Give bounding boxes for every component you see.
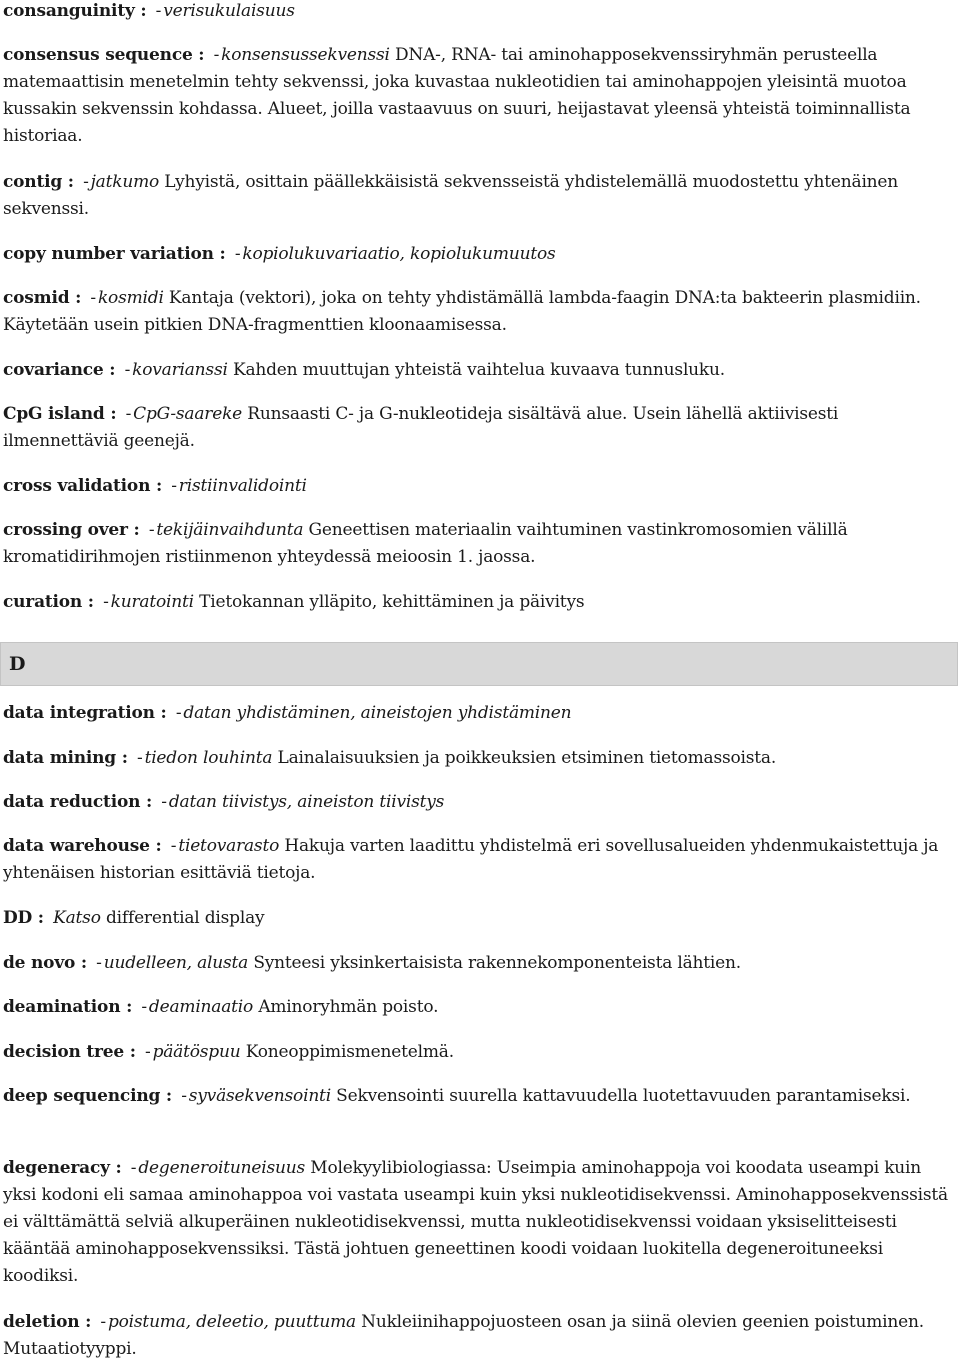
entry-description: Hakuja varten laadittu yhdistelmä eri sovellusalueiden yhdenmukaistettuja ja yhtenäisen historian esittäviä tietoja. <box>3 836 939 883</box>
glossary-entry: contig : - jatkumo Lyhyistä, osittain päällekkäisistä sekvensseistä yhdistelemällä muodostettu yhtenäinen sekvenssi. <box>3 172 899 219</box>
entry-term: covariance : <box>3 360 116 380</box>
entry-description: Runsaasti C- ja G-nukleotideja sisältävä alue. Usein lähellä aktiivisesti ilmennettäviä geenejä. <box>3 404 839 451</box>
entry-term: DD : <box>3 908 44 928</box>
glossary-entry: deamination : - deaminaatio Aminoryhmän poisto. <box>3 997 439 1017</box>
entry-translation: tietovarasto <box>178 836 280 856</box>
entry-term: data integration : <box>3 703 167 723</box>
entry-term: cross validation : <box>3 476 163 496</box>
entry-translation: uudelleen, alusta <box>103 953 249 973</box>
see-also-label: Katso <box>53 908 101 928</box>
glossary-entry: data warehouse : - tietovarasto Hakuja varten laadittu yhdistelmä eri sovellusalueiden yhdenmukaistettuja ja yhtenäisen historian esittäviä tietoja. <box>3 836 939 883</box>
entry-term: consanguinity : <box>3 1 147 21</box>
entry-translation: CpG-saareke <box>133 404 243 424</box>
glossary-entry: covariance : - kovarianssi Kahden muuttujan yhteistä vaihtelua kuvaava tunnusluku. <box>3 360 725 380</box>
glossary-entry: data reduction : - datan tiivistys, aineiston tiivistys <box>3 792 445 812</box>
entry-translation: tiedon louhinta <box>144 748 273 768</box>
entry-term: CpG island : <box>3 404 117 424</box>
entry-translation: kovarianssi <box>132 360 228 380</box>
glossary-entry: data integration : - datan yhdistäminen, aineistojen yhdistäminen <box>3 703 572 723</box>
section-letter: D <box>9 653 26 675</box>
entry-translation: ristiinvalidointi <box>178 476 307 496</box>
entry-translation: jatkumo <box>90 172 160 192</box>
entry-translation: kuratointi <box>110 592 194 612</box>
entry-translation: datan yhdistäminen, aineistojen yhdistäminen <box>183 703 572 723</box>
glossary-entry: data mining : - tiedon louhinta Lainalaisuuksien ja poikkeuksien etsiminen tietomassoista. <box>3 748 777 768</box>
entry-term: data reduction : <box>3 792 153 812</box>
entry-term: decision tree : <box>3 1042 136 1062</box>
entry-term: deamination : <box>3 997 133 1017</box>
glossary-entry: crossing over : - tekijäinvaihdunta Geneettisen materiaalin vaihtuminen vastinkromosomien välillä kromatidirihmojen ristiinmenon yhteydessä meioosin 1. jaossa. <box>3 520 848 567</box>
entry-translation: konsensussekvenssi <box>221 45 390 65</box>
entry-term: crossing over : <box>3 520 140 540</box>
glossary-entry <box>3 905 955 932</box>
entry-term: copy number variation : <box>3 244 226 264</box>
entry-description: Synteesi yksinkertaisista rakennekomponenteista lähtien. <box>253 953 741 973</box>
entry-translation: poistuma, deleetio, puuttuma <box>107 1312 356 1332</box>
glossary-entry: de novo : - uudelleen, alusta Synteesi yksinkertaisista rakennekomponenteista lähtien. <box>3 953 741 973</box>
entry-translation: tekijäinvaihdunta <box>156 520 304 540</box>
glossary-entry: cross validation : - ristiinvalidointi <box>3 476 307 496</box>
entry-translation: syväsekvensointi <box>188 1086 331 1106</box>
entry-translation: datan tiivistys, aineiston tiivistys <box>168 792 445 812</box>
entry-term: deletion : <box>3 1312 92 1332</box>
entry-description: Tietokannan ylläpito, kehittäminen ja päivitys <box>199 592 585 612</box>
entry-translation: kosmidi <box>97 288 164 308</box>
glossary-entry: consensus sequence : - konsensussekvenssi DNA-, RNA- tai aminohapposekvenssiryhmän perusteella matemaattisin menetelmin tehty sekvenssi, joka kuvastaa nukleotidien tai aminohappojen yleisintä muotoa kussakin sekvenssin kohdassa. Alueet, joilla vastaavuus on suuri, heijastavat yleensä yhteistä toiminnallista historiaa. <box>3 45 911 146</box>
entry-description: Geneettisen materiaalin vaihtuminen vastinkromosomien välillä kromatidirihmojen ristiinmenon yhteydessä meioosin 1. jaossa. <box>3 520 848 567</box>
entry-term: data warehouse : <box>3 836 162 856</box>
entry-term: consensus sequence : <box>3 45 205 65</box>
entry-term: degeneracy : <box>3 1158 122 1178</box>
glossary-entry: curation : - kuratointi Tietokannan ylläpito, kehittäminen ja päivitys <box>3 592 585 612</box>
glossary-entry: copy number variation : - kopiolukuvariaatio, kopiolukumuutos <box>3 244 556 264</box>
entry-description: Kantaja (vektori), joka on tehty yhdistämällä lambda-faagin DNA:ta bakteerin plasmidiin. Käytetään usein pitkien DNA-fragmenttien kloonaamisessa. <box>3 288 921 335</box>
entry-term: contig : <box>3 172 74 192</box>
entry-term: de novo : <box>3 953 87 973</box>
section-header-d <box>0 642 958 686</box>
entry-translation: verisukulaisuus <box>163 1 295 21</box>
entry-description: Aminoryhmän poisto. <box>258 997 439 1017</box>
glossary-entry: degeneracy : - degeneroituneisuus Molekyylibiologiassa: Useimpia aminohappoja voi koodata useampi kuin yksi kodoni eli samaa aminohappoa voi vastata useampi kuin yksi nukleotidisekvenssi. Aminohapposekvenssistä ei välttämättä selviä alkuperäinen nukleotidisekvenssi, mutta nukleotidisekvenssi voidaan yksiselitteisesti kääntää aminohapposekvenssiksi. Tästä johtuen geneettinen koodi voidaan luokitella degeneroituneeksi koodiksi. <box>3 1158 948 1286</box>
glossary-entry: deletion : - poistuma, deleetio, puuttuma Nukleiinihappojuosteen osan ja siinä olevien geenien poistuminen. Mutaatiotyyppi. <box>3 1312 924 1359</box>
entry-term: cosmid : <box>3 288 82 308</box>
entry-description: Kahden muuttujan yhteistä vaihtelua kuvaava tunnusluku. <box>232 360 725 380</box>
glossary-entry: CpG island : - CpG-saareke Runsaasti C- ja G-nukleotideja sisältävä alue. Usein lähellä aktiivisesti ilmennettäviä geenejä. <box>3 404 839 451</box>
entry-description: Nukleiinihappojuosteen osan ja siinä olevien geenien poistuminen. Mutaatiotyyppi. <box>3 1312 924 1359</box>
entry-description: Koneoppimismenetelmä. <box>245 1042 454 1062</box>
entry-description: Sekvensointi suurella kattavuudella luotettavuuden parantamiseksi. <box>336 1086 911 1106</box>
entry-translation: kopiolukuvariaatio, kopiolukumuutos <box>242 244 556 264</box>
entry-term: curation : <box>3 592 94 612</box>
glossary-entry: consanguinity : - verisukulaisuus <box>3 1 295 21</box>
glossary-entry: cosmid : - kosmidi Kantaja (vektori), joka on tehty yhdistämällä lambda-faagin DNA:ta bakteerin plasmidiin. Käytetään usein pitkien DNA-fragmenttien kloonaamisessa. <box>3 288 921 335</box>
entry-description: Lainalaisuuksien ja poikkeuksien etsiminen tietomassoista. <box>277 748 777 768</box>
entry-description: DNA-, RNA- tai aminohapposekvenssiryhmän perusteella matemaattisin menetelmin tehty sekvenssi, joka kuvastaa nukleotidien tai aminohappojen yleisintä muotoa kussakin sekvenssin kohdassa. Alueet, joilla vastaavuus on suuri, heijastavat yleensä yhteistä toiminnallista historiaa. <box>3 45 911 146</box>
entry-term: deep sequencing : <box>3 1086 172 1106</box>
entry-description: Lyhyistä, osittain päällekkäisistä sekvensseistä yhdistelemällä muodostettu yhtenäinen sekvenssi. <box>3 172 899 219</box>
entry-translation: degeneroituneisuus <box>138 1158 306 1178</box>
entry-translation: deaminaatio <box>148 997 254 1017</box>
entry-term: data mining : <box>3 748 128 768</box>
glossary-entry: deep sequencing : - syväsekvensointi Sekvensointi suurella kattavuudella luotettavuuden parantamiseksi. <box>3 1086 911 1106</box>
entry-description: Molekyylibiologiassa: Useimpia aminohappoja voi koodata useampi kuin yksi kodoni eli samaa aminohappoa voi vastata useampi kuin yksi nukleotidisekvenssi. Aminohapposekvenssistä ei välttämättä selviä alkuperäinen nukleotidisekvenssi, mutta nukleotidisekvenssi voidaan yksiselitteisesti kääntää aminohapposekvenssiksi. Tästä johtuen geneettinen koodi voidaan luokitella degeneroituneeksi koodiksi. <box>3 1158 948 1286</box>
glossary-entry: decision tree : - päätöspuu Koneoppimismenetelmä. <box>3 1042 454 1062</box>
entry-translation: päätöspuu <box>152 1042 241 1062</box>
see-also-reference[interactable]: differential display <box>105 908 265 928</box>
